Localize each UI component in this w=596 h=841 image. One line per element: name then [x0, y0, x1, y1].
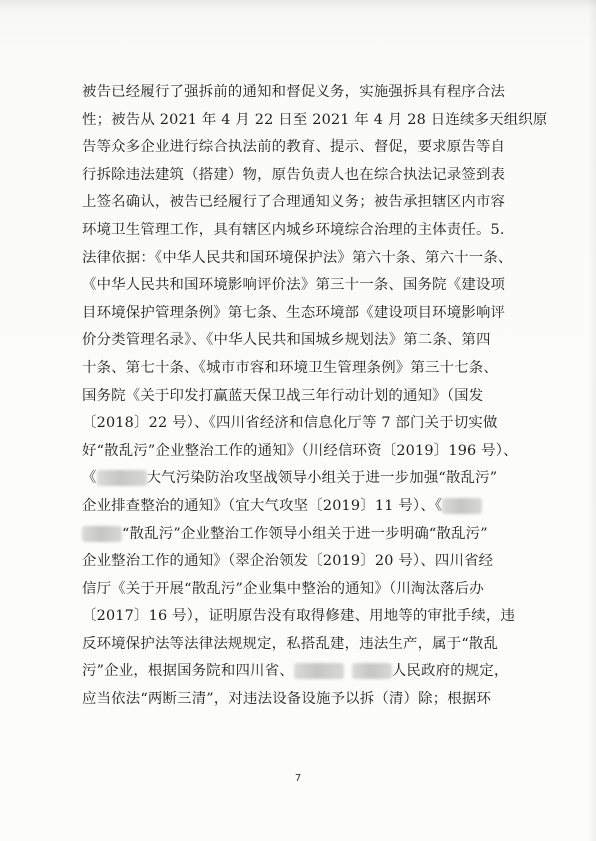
text-line: 应当依法“两断三清”，对违法设备设施予以拆（清）除；根据环	[82, 691, 492, 708]
text-line: 反环境保护法等法律法规规定，私搭乱建，违法生产，属于“散乱	[82, 635, 499, 652]
text-line: 国务院《关于印发打赢蓝天保卫战三年行动计划的通知》（国发	[82, 387, 484, 404]
redaction-blur	[442, 498, 482, 514]
redaction-blur	[294, 663, 344, 679]
text-line: 性；被告从 2021 年 4 月 22 日至 2021 年 4 月 28 日连续多天组织原	[82, 111, 548, 128]
redaction-blur	[352, 663, 392, 679]
text-line	[82, 465, 522, 493]
text-line	[82, 493, 522, 521]
text-line: 〔2018〕22 号）、《四川省经济和信息化厅等 7 部门关于切实做	[82, 415, 498, 432]
text-line: 《中华人民共和国环境影响评价法》第三十一条、国务院《建设项	[82, 277, 506, 294]
redaction-blur	[82, 526, 122, 542]
text-line: 目环境保护管理条例》第七条、生态环境部《建设项目环境影响评	[82, 304, 506, 321]
text-line: 〔2017〕16 号），证明原告没有取得修建、用地等的审批手续，违	[82, 608, 516, 625]
text-line: 企业整治工作的通知》（翠企治领发〔2019〕20 号）、四川省经	[82, 553, 494, 570]
text-line: 好“散乱污”企业整治工作的通知》（川经信环资〔2019〕196 号）、	[82, 442, 518, 459]
text-line: 环境卫生管理工作，具有辖区内城乡环境综合治理的主体责任。5.	[82, 221, 505, 238]
text-segment: 污”企业，根据国务院和四川省、	[82, 663, 294, 680]
text-line: 告等众多企业进行综合执法前的教育、提示、督促，要求原告等自	[82, 139, 506, 156]
text-line: 信厅《关于开展“散乱污”企业集中整治的通知》（川淘汰落后办	[82, 580, 484, 597]
text-line: 行拆除违法建筑（搭建）物，原告负责人也在综合执法记录签到表	[82, 166, 506, 183]
redaction-blur	[97, 470, 147, 486]
text-segment: 人民政府的规定，	[391, 663, 509, 680]
text-line	[82, 658, 522, 686]
text-line	[82, 521, 522, 549]
text-segment: 大气污染防治攻坚战领导小组关于进一步加强“散乱污”	[146, 470, 498, 487]
scan-shadow	[588, 0, 596, 841]
text-line: 十条、第七十条、《城市市容和环境卫生管理条例》第三十七条、	[82, 359, 498, 376]
text-line: 上签名确认，被告已经履行了合理通知义务；被告承担辖区内市容	[82, 194, 506, 211]
text-line: 法律依据：《中华人民共和国环境保护法》第六十条、第六十一条、	[82, 249, 513, 266]
text-segment: 《	[82, 470, 97, 487]
text-segment: “散乱污”企业整治工作领导小组关于进一步明确“散乱污”	[122, 525, 488, 542]
page-number: 7	[294, 773, 302, 784]
text-segment: 企业排查整治的通知》（宜大气攻坚〔2019〕11 号）、《	[82, 497, 443, 514]
scan-shadow	[0, 0, 596, 10]
document-body	[82, 79, 548, 714]
text-line: 价分类管理名录》、《中华人民共和国城乡规划法》第二条、第四	[82, 332, 491, 349]
text-line: 被告已经履行了强拆前的通知和督促义务，实施强拆具有程序合法	[82, 84, 506, 100]
